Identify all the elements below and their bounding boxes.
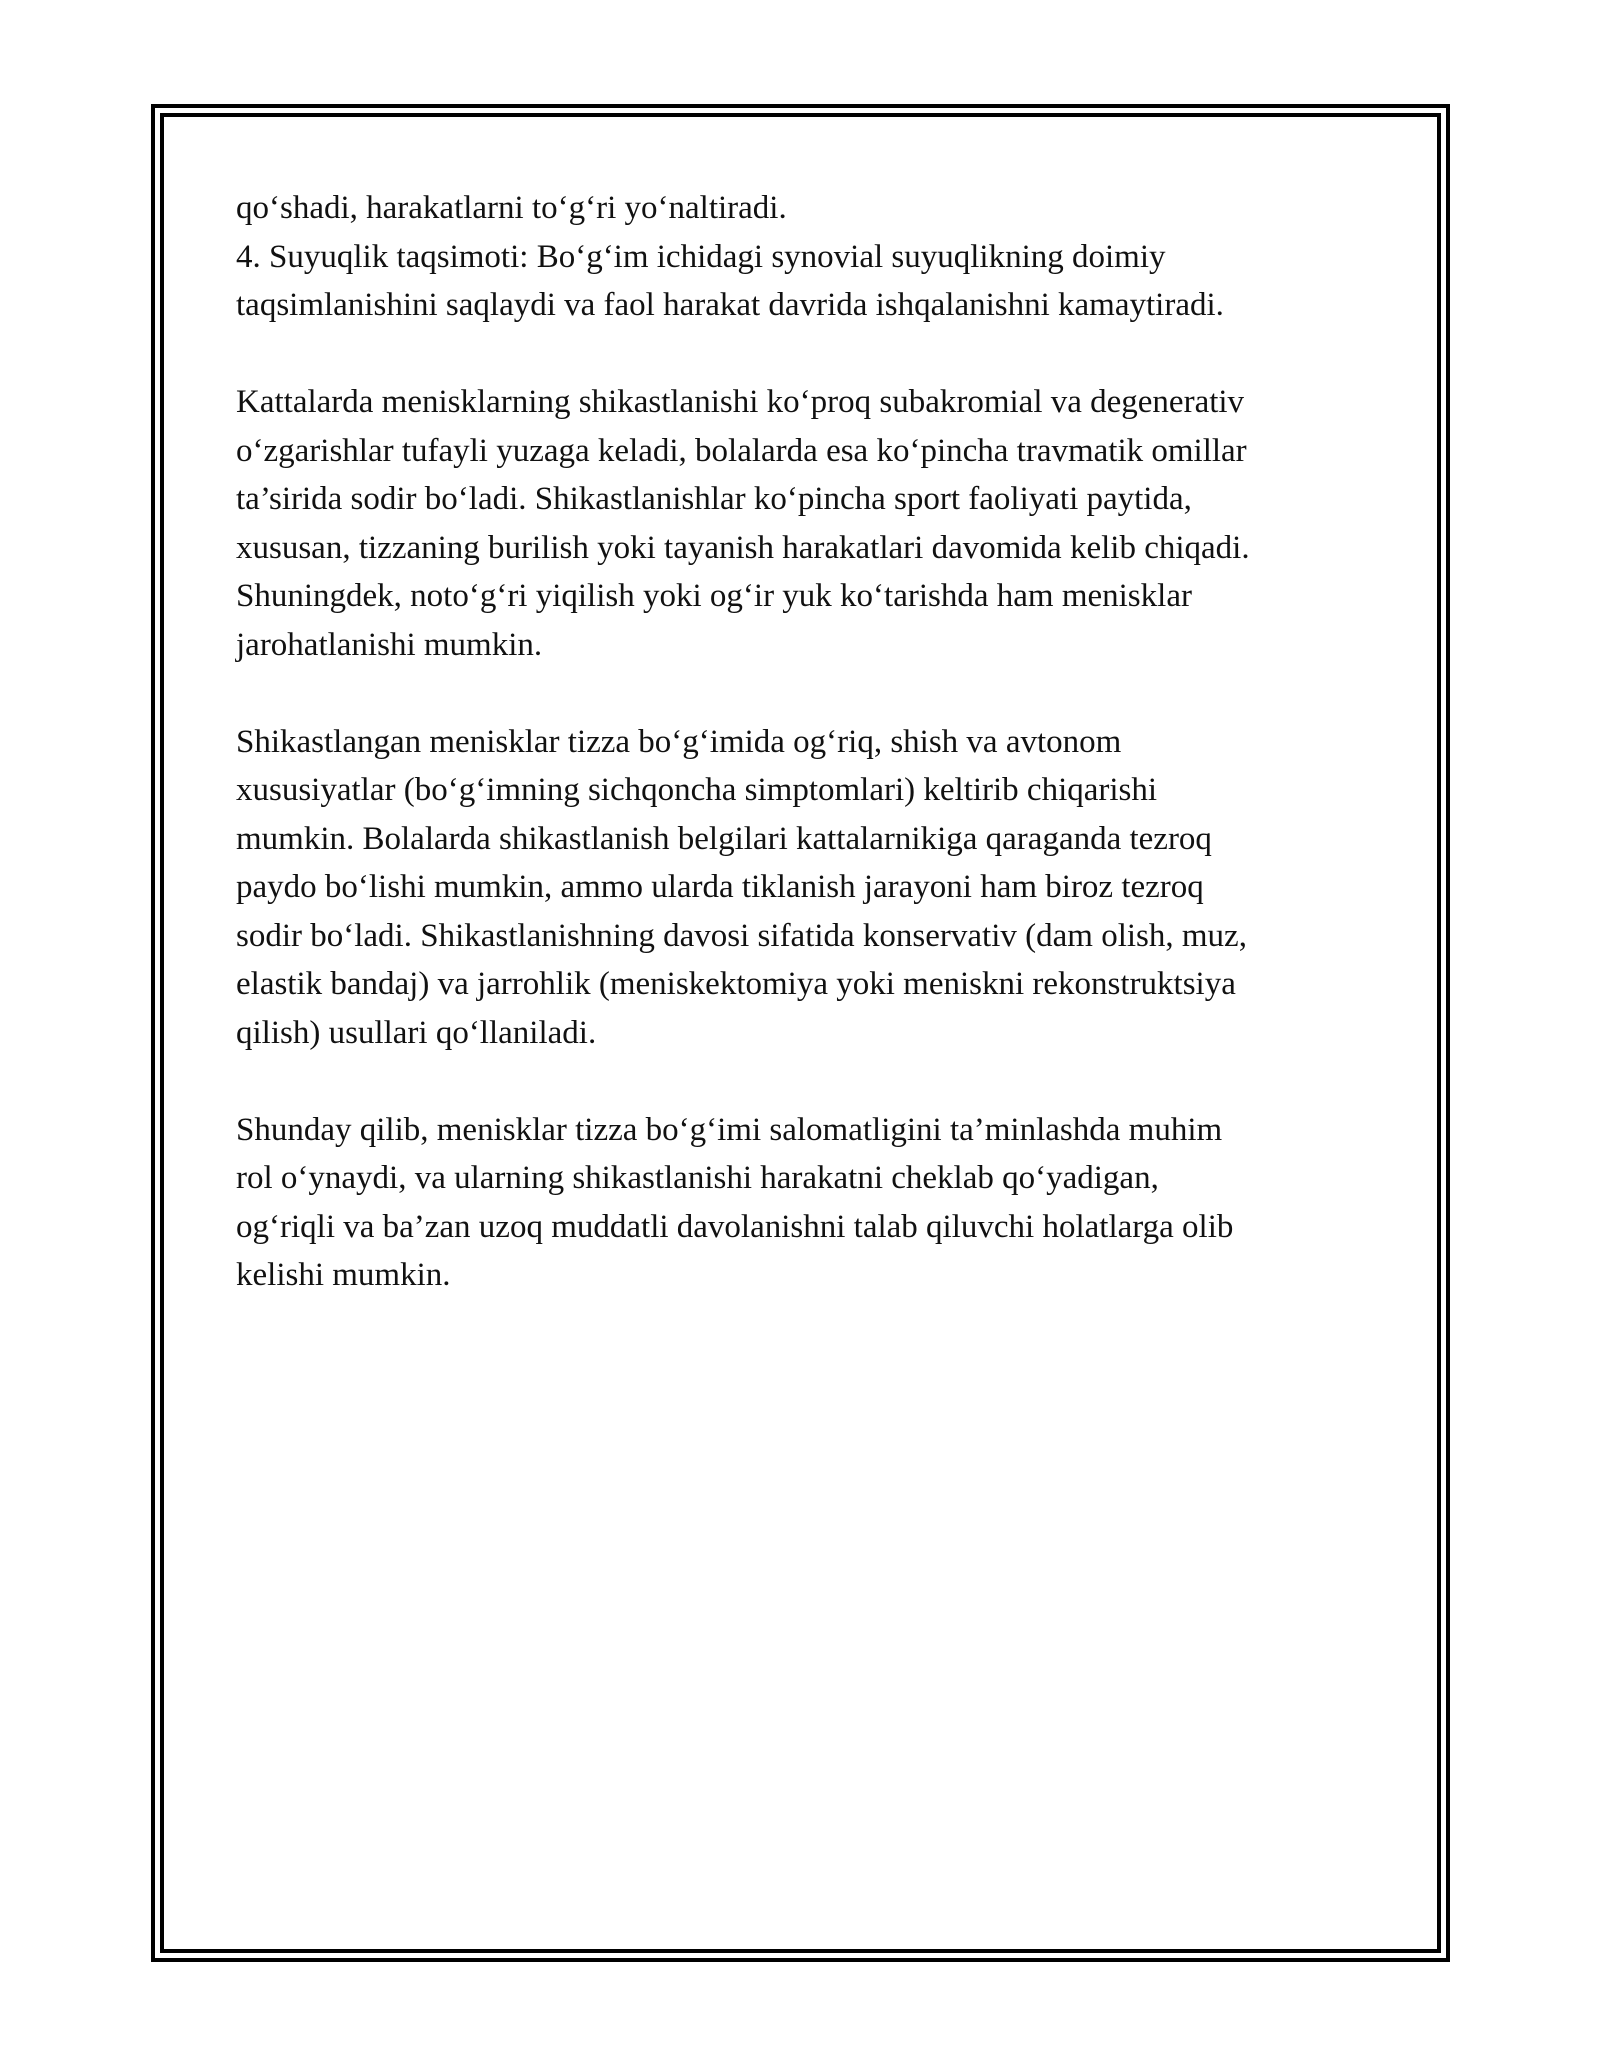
- text-line: ta’sirida sodir bo‘ladi. Shikastlanishlar ko‘pincha sport faoliyati paytida,: [236, 481, 1192, 517]
- text-line: taqsimlanishini saqlaydi va faol harakat davrida ishqalanishni kamaytiradi.: [236, 287, 1224, 323]
- document-body: [236, 184, 1376, 1300]
- paragraph-symptoms-treatment: [236, 718, 1376, 1058]
- paragraph-spacer: [236, 330, 1376, 379]
- paragraph-spacer: [236, 1057, 1376, 1106]
- text-line: xususiyatlar (bo‘g‘imning sichqoncha simptomlari) keltirib chiqarishi: [236, 772, 1158, 808]
- text-line: jarohatlanishi mumkin.: [236, 626, 543, 663]
- text-line: Kattalarda menisklarning shikastlanishi ko‘proq subakromial va degenerativ: [236, 384, 1245, 420]
- text-line: og‘riqli va ba’zan uzoq muddatli davolanishni talab qiluvchi holatlarga olib: [236, 1208, 1234, 1245]
- text-line: o‘zgarishlar tufayli yuzaga keladi, bolalarda esa ko‘pincha travmatik omillar: [236, 432, 1247, 469]
- text-line: elastik bandaj) va jarrohlik (meniskektomiya yoki meniskni rekonstruktsiya: [236, 966, 1236, 1002]
- text-line: paydo bo‘lishi mumkin, ammo ularda tiklanish jarayoni ham biroz tezroq: [236, 869, 1204, 905]
- text-line: qo‘shadi, harakatlarni to‘g‘ri yo‘naltiradi.: [236, 190, 787, 226]
- paragraph-adults-children: [236, 378, 1376, 669]
- intro-block: [236, 184, 1376, 330]
- text-line: rol o‘ynaydi, va ularning shikastlanishi harakatni cheklab qo‘yadigan,: [236, 1160, 1159, 1196]
- text-line: Shikastlangan menisklar tizza bo‘g‘imida og‘riq, shish va avtonom: [236, 723, 1122, 760]
- text-line: qilish) usullari qo‘llaniladi.: [236, 1014, 597, 1051]
- paragraph-conclusion: [236, 1106, 1376, 1300]
- text-line: 4. Suyuqlik taqsimoti: Bo‘g‘im ichidagi synovial suyuqlikning doimiy: [236, 238, 1166, 275]
- text-line: sodir bo‘ladi. Shikastlanishning davosi sifatida konservativ (dam olish, muz,: [236, 917, 1247, 954]
- text-line: Shunday qilib, menisklar tizza bo‘g‘imi salomatligini ta’minlashda muhim: [236, 1111, 1223, 1148]
- text-line: xususan, tizzaning burilish yoki tayanish harakatlari davomida kelib chiqadi.: [236, 529, 1250, 566]
- paragraph-spacer: [236, 669, 1376, 718]
- text-line: kelishi mumkin.: [236, 1257, 451, 1293]
- text-line: mumkin. Bolalarda shikastlanish belgilari kattalarnikiga qaraganda tezroq: [236, 820, 1212, 857]
- text-line: Shuningdek, noto‘g‘ri yiqilish yoki og‘ir yuk ko‘tarishda ham menisklar: [236, 578, 1192, 614]
